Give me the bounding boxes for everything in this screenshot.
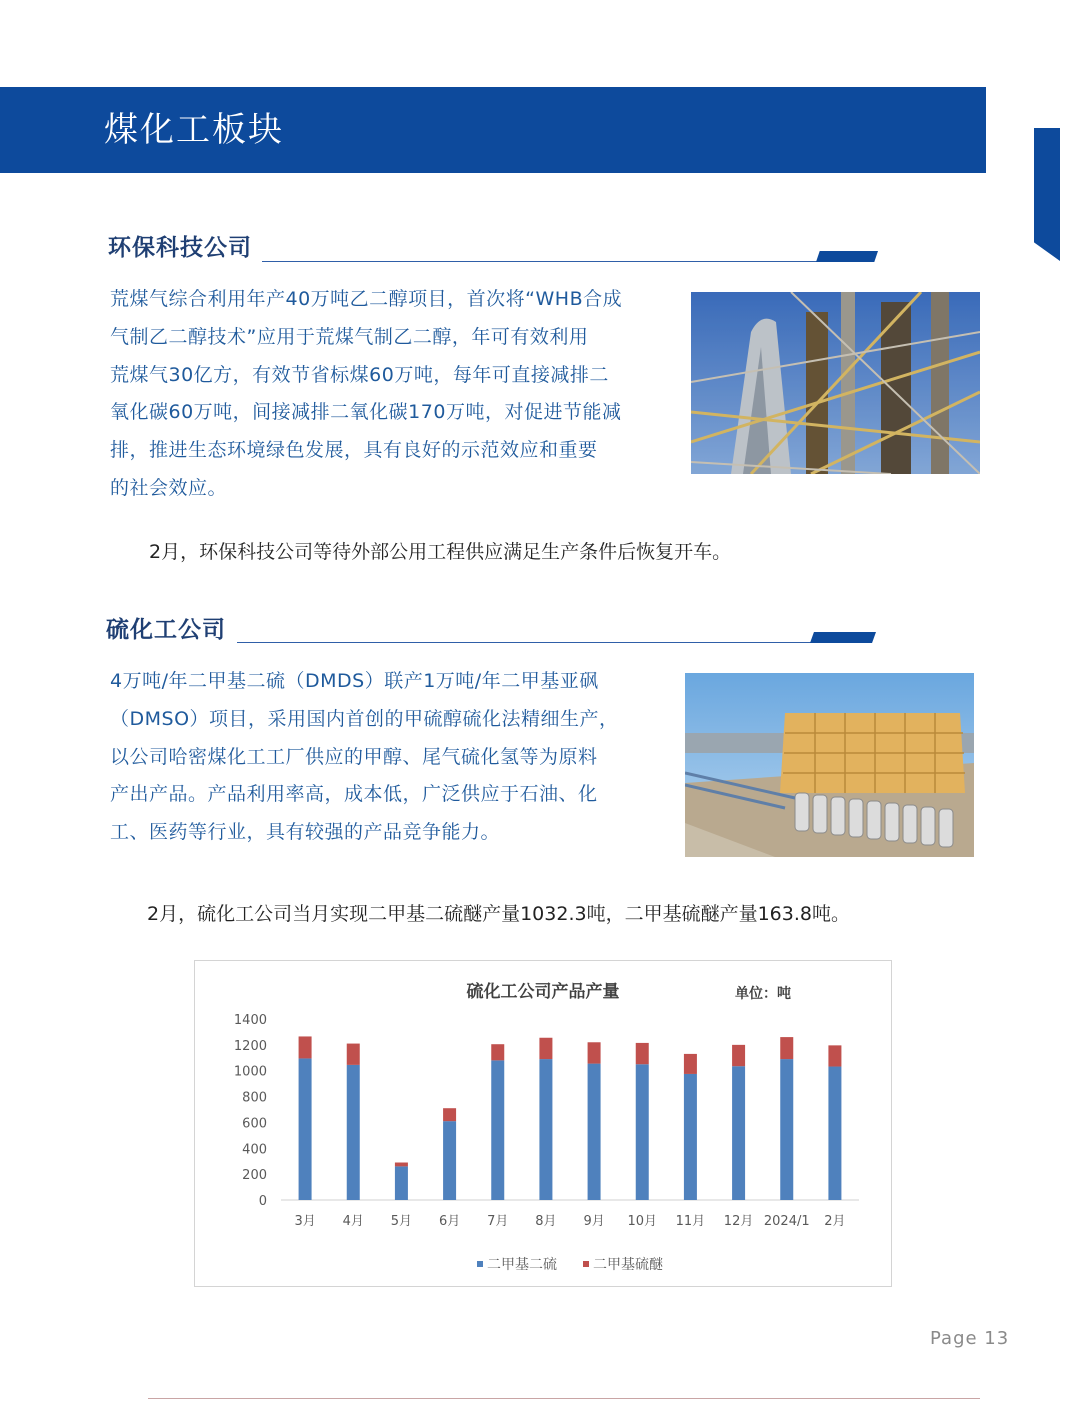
y-tick-label: 0 (258, 1194, 267, 1209)
text-line: 工、医药等行业，具有较强的产品竞争能力。 (110, 821, 501, 844)
section1-description (110, 281, 670, 508)
x-tick-label: 5月 (390, 1214, 413, 1229)
text-line: 的社会效应。 (110, 476, 228, 499)
x-tick-label: 6月 (438, 1214, 461, 1229)
text-line: 气制乙二醇技术”应用于荒煤气制乙二醇，年可有效利用 (110, 325, 589, 348)
legend-swatch-dms (583, 1261, 589, 1267)
bar-dmds (539, 1059, 552, 1200)
bar-dms (780, 1037, 793, 1059)
bar-dmds (684, 1074, 697, 1200)
bar-dmds (299, 1058, 312, 1200)
y-tick-label: 800 (242, 1090, 267, 1106)
bar-dms (347, 1044, 360, 1065)
bar-dmds (347, 1065, 360, 1200)
bar-dmds (395, 1166, 408, 1200)
bar-dms (539, 1038, 552, 1059)
y-tick-label: 1400 (233, 1013, 267, 1028)
bar-dmds (491, 1060, 504, 1200)
text-line: 排，推进生态环境绿色发展，具有良好的示范效应和重要 (110, 439, 598, 462)
heading-rule (237, 642, 817, 643)
bar-dms (588, 1042, 601, 1063)
section-heading-environmental: 环保科技公司 (108, 235, 252, 261)
heading-tag (810, 632, 876, 643)
bar-dms (395, 1163, 408, 1167)
y-tick-label: 200 (242, 1168, 267, 1184)
text-line: 4万吨/年二甲基二硫（DMDS）联产1万吨/年二甲基亚砜 (110, 670, 599, 692)
page-number: Page 13 (930, 1328, 1010, 1349)
bar-dms (732, 1045, 745, 1066)
y-tick-label: 1200 (233, 1038, 267, 1054)
bar-dmds (780, 1059, 793, 1200)
x-tick-label: 9月 (583, 1214, 605, 1229)
text-line: （DMSO）项目，采用国内首创的甲硫醇硫化法精细生产， (110, 707, 619, 730)
section2-production-note: 2月，硫化工公司当月实现二甲基二硫醚产量1032.3吨，二甲基硫醚产量163.8吨。 (147, 903, 850, 925)
x-tick-label: 10月 (627, 1214, 658, 1229)
production-chart (194, 960, 892, 1287)
chart-title: 硫化工公司产品产量 (466, 982, 620, 1002)
plant-photo-sulfur-facility (685, 673, 974, 857)
text-line: 产出产品。产品利用率高，成本低，广泛供应于石油、化 (110, 783, 598, 806)
bar-dmds (588, 1064, 601, 1200)
section2-description (110, 663, 670, 852)
bar-dms (443, 1108, 456, 1121)
x-tick-label: 7月 (487, 1214, 509, 1229)
bar-dmds (636, 1064, 649, 1200)
plant-photo-refinery (691, 292, 980, 474)
legend-swatch-dmds (477, 1261, 483, 1267)
x-tick-label: 3月 (294, 1214, 316, 1229)
x-tick-label: 4月 (342, 1214, 364, 1229)
x-tick-label: 2月 (824, 1214, 846, 1229)
y-tick-label: 600 (242, 1116, 267, 1132)
x-tick-label: 2024/1 (763, 1214, 810, 1229)
x-tick-label: 11月 (675, 1214, 706, 1229)
footer-divider (148, 1398, 980, 1399)
bar-dmds (828, 1067, 841, 1200)
bar-dms (491, 1044, 504, 1060)
bar-dms (299, 1036, 312, 1058)
x-tick-label: 8月 (535, 1214, 557, 1229)
legend-label-dms: 二甲基硫醚 (593, 1257, 663, 1273)
heading-rule (262, 261, 822, 262)
chart-plot-area (195, 961, 891, 1286)
text-line: 荒煤气30亿方，有效节省标煤60万吨，每年可直接减排二 (110, 363, 609, 386)
page-title: 煤化工板块 (104, 110, 284, 150)
side-tab-decoration (1034, 128, 1060, 261)
bar-dms (828, 1045, 841, 1066)
heading-tag (816, 251, 878, 262)
bar-dms (684, 1054, 697, 1074)
text-line: 以公司哈密煤化工工厂供应的甲醇、尾气硫化氢等为原料 (110, 745, 598, 768)
legend-label-dmds: 二甲基二硫 (487, 1257, 557, 1273)
y-tick-label: 1000 (233, 1064, 267, 1080)
bar-dms (636, 1043, 649, 1064)
chart-unit-label: 单位：吨 (735, 986, 791, 1002)
y-tick-label: 400 (242, 1142, 267, 1158)
section1-status-note: 2月，环保科技公司等待外部公用工程供应满足生产条件后恢复开车。 (149, 541, 732, 563)
bar-dmds (732, 1066, 745, 1200)
text-line: 荒煤气综合利用年产40万吨乙二醇项目，首次将“WHB合成 (110, 288, 623, 310)
section-heading-sulfur: 硫化工公司 (106, 617, 226, 643)
bar-dmds (443, 1121, 456, 1200)
x-tick-label: 12月 (723, 1214, 754, 1229)
text-line: 氧化碳60万吨，间接减排二氧化碳170万吨，对促进节能减 (110, 401, 622, 424)
